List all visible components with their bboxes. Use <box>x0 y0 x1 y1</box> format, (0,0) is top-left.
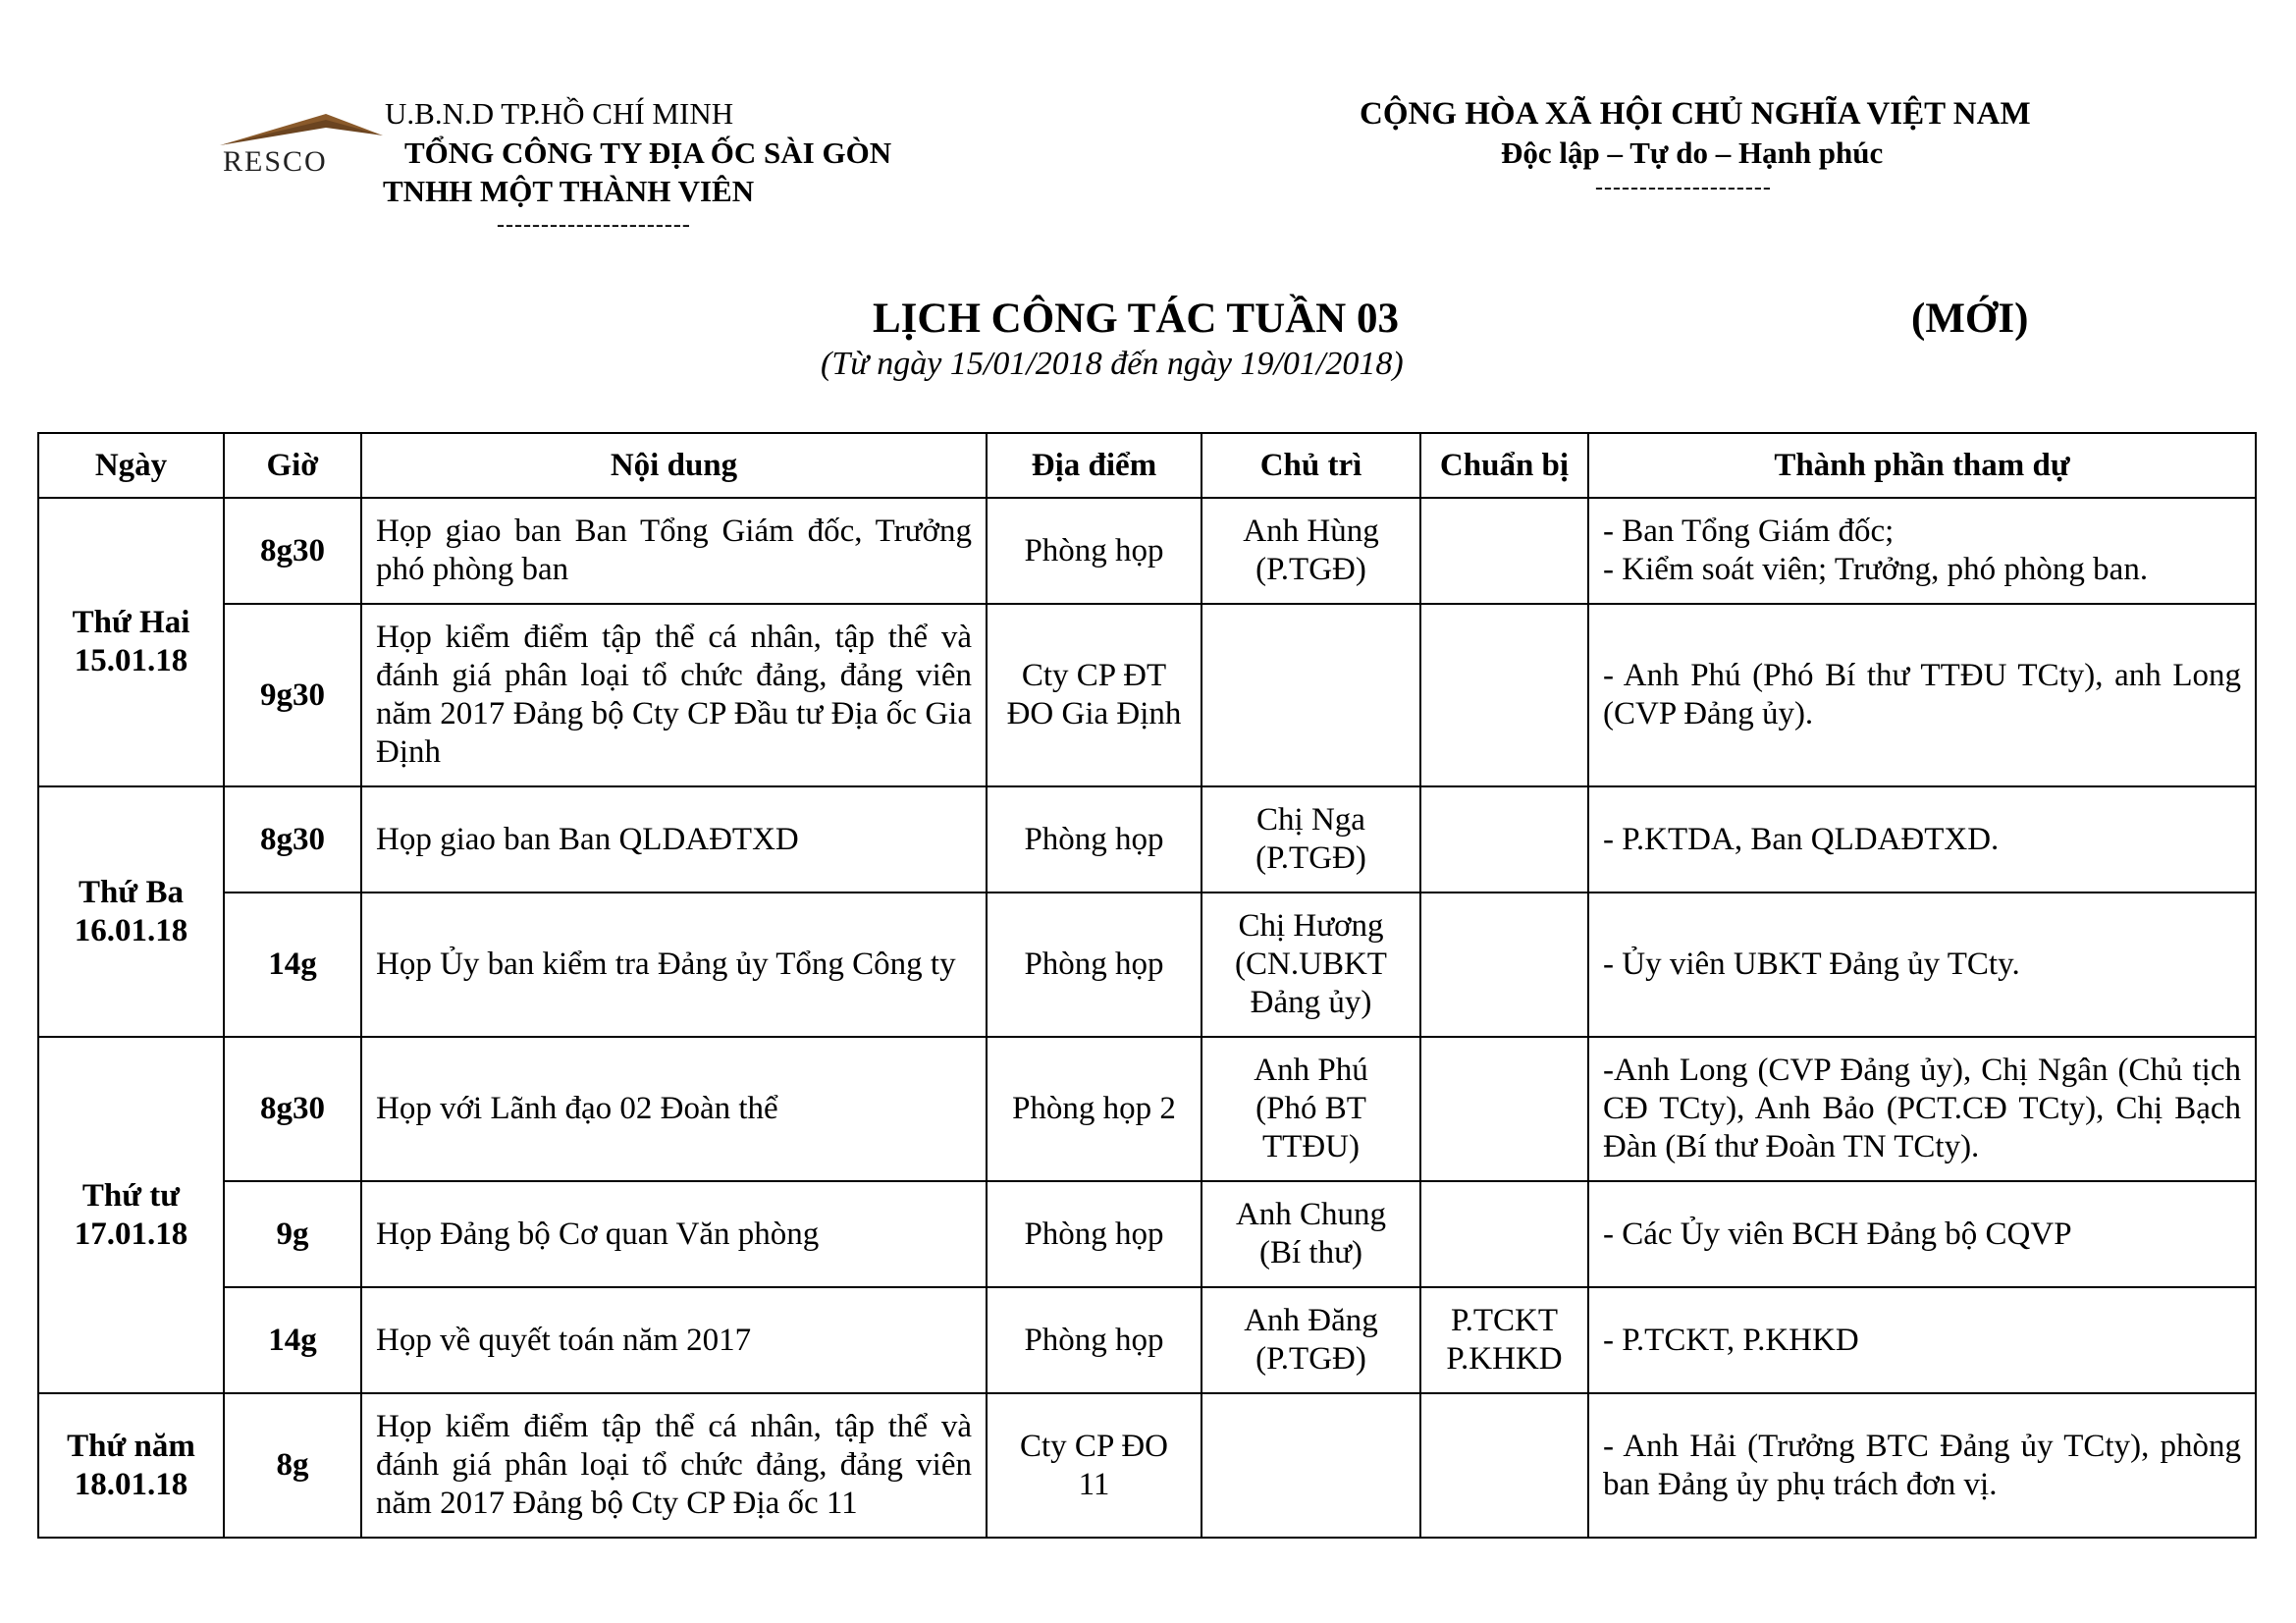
prep-cell <box>1420 1181 1588 1287</box>
table-row <box>38 893 2256 1037</box>
day-name: Thứ Ba <box>79 874 184 910</box>
prep-cell <box>1420 604 1588 786</box>
content-cell: Họp giao ban Ban QLDAĐTXD <box>361 786 987 893</box>
location-cell: Phòng họp <box>987 1287 1201 1393</box>
time-cell: 14g <box>224 1287 361 1393</box>
chair-line: Anh Đăng <box>1244 1303 1378 1338</box>
prep-cell <box>1420 498 1588 604</box>
col-header-content: Nội dung <box>361 433 987 498</box>
time-cell: 9g <box>224 1181 361 1287</box>
logo-text: RESCO <box>223 145 328 178</box>
right-divider: -------------------- <box>1595 175 1772 200</box>
org-line-3: TNHH MỘT THÀNH VIÊN <box>383 174 755 208</box>
content-cell: Họp giao ban Ban Tổng Giám đốc, Trưởng phó phòng ban <box>361 498 987 604</box>
prep-cell <box>1420 1037 1588 1181</box>
chair-cell <box>1201 1393 1420 1538</box>
day-name: Thứ tư <box>81 1177 181 1214</box>
chair-line: Chị Hương <box>1238 908 1384 944</box>
day-cell <box>38 1037 224 1393</box>
table-row <box>38 604 2256 786</box>
chair-line: (Bí thư) <box>1259 1235 1362 1271</box>
day-date: 17.01.18 <box>74 1216 188 1252</box>
location-cell: Phòng họp <box>987 786 1201 893</box>
content-cell: Họp kiểm điểm tập thể cá nhân, tập thể và đánh giá phân loại tổ chức đảng, đảng viên năm 2017 Đảng bộ Cty CP Địa ốc 11 <box>361 1393 987 1538</box>
content-cell: Họp Ủy ban kiểm tra Đảng ủy Tổng Công ty <box>361 893 987 1037</box>
col-header-day: Ngày <box>38 433 224 498</box>
content-cell: Họp về quyết toán năm 2017 <box>361 1287 987 1393</box>
table-row <box>38 786 2256 893</box>
page-title: LỊCH CÔNG TÁC TUẦN 03 <box>873 296 1399 342</box>
resco-logo <box>218 112 385 181</box>
location-cell: Cty CP ĐT ĐO Gia Định <box>987 604 1201 786</box>
chair-line: Đảng ủy) <box>1250 985 1372 1020</box>
chair-cell <box>1201 604 1420 786</box>
chair-line: (P.TGĐ) <box>1255 840 1366 876</box>
attendees-cell <box>1588 1037 2256 1181</box>
org-line-1: U.B.N.D TP.HỒ CHÍ MINH <box>385 96 734 131</box>
location-cell: Cty CP ĐO 11 <box>987 1393 1201 1538</box>
prep-cell <box>1420 786 1588 893</box>
day-date: 16.01.18 <box>74 912 188 948</box>
location-cell: Phòng họp 2 <box>987 1037 1201 1181</box>
time-cell: 9g30 <box>224 604 361 786</box>
chair-cell <box>1201 1037 1420 1181</box>
attendee-line: - P.KTDA, Ban QLDAĐTXD. <box>1603 821 2000 857</box>
left-divider: ---------------------- <box>497 212 691 238</box>
table-row <box>38 498 2256 604</box>
chair-cell <box>1201 893 1420 1037</box>
col-header-chair: Chủ trì <box>1201 433 1420 498</box>
attendees-cell <box>1588 786 2256 893</box>
day-date: 15.01.18 <box>74 643 188 678</box>
chair-line: Chị Nga <box>1256 802 1365 838</box>
content-cell: Họp với Lãnh đạo 02 Đoàn thể <box>361 1037 987 1181</box>
table-row <box>38 1287 2256 1393</box>
org-line-2: TỔNG CÔNG TY ĐỊA ỐC SÀI GÒN <box>404 135 892 170</box>
time-cell: 8g <box>224 1393 361 1538</box>
prep-cell <box>1420 1393 1588 1538</box>
col-header-time: Giờ <box>224 433 361 498</box>
time-cell: 8g30 <box>224 1037 361 1181</box>
attendee-line: - Ban Tổng Giám đốc; <box>1603 514 1895 549</box>
chair-line: (Phó BT <box>1255 1091 1366 1126</box>
attendees-cell <box>1588 498 2256 604</box>
chair-cell <box>1201 786 1420 893</box>
day-cell <box>38 786 224 1037</box>
attendees-cell <box>1588 1393 2256 1538</box>
chair-line: Anh Hùng <box>1243 514 1379 549</box>
chair-line: Anh Phú <box>1254 1053 1368 1088</box>
national-title: CỘNG HÒA XÃ HỘI CHỦ NGHĨA VIỆT NAM <box>1360 96 2031 132</box>
attendees-cell <box>1588 1181 2256 1287</box>
location-cell: Phòng họp <box>987 498 1201 604</box>
new-badge: (MỚI) <box>1911 296 2029 342</box>
day-name: Thứ Hai <box>72 605 190 640</box>
content-cell: Họp Đảng bộ Cơ quan Văn phòng <box>361 1181 987 1287</box>
col-header-attendees: Thành phần tham dự <box>1588 433 2256 498</box>
table-row <box>38 1181 2256 1287</box>
chair-cell <box>1201 1287 1420 1393</box>
attendee-line: - Anh Phú (Phó Bí thư TTĐU TCty), anh Long (CVP Đảng ủy). <box>1603 658 2241 731</box>
time-cell: 8g30 <box>224 498 361 604</box>
attendee-line: - Ủy viên UBKT Đảng ủy TCty. <box>1603 947 2020 982</box>
day-date: 18.01.18 <box>74 1466 188 1502</box>
col-header-location: Địa điểm <box>987 433 1201 498</box>
schedule-table <box>37 432 2257 1539</box>
attendees-cell <box>1588 893 2256 1037</box>
attendee-line: - P.TCKT, P.KHKD <box>1603 1322 1859 1358</box>
chair-line: (CN.UBKT <box>1235 947 1387 982</box>
attendee-line: -Anh Long (CVP Đảng ủy), Chị Ngân (Chủ tịch CĐ TCty), Anh Bảo (PCT.CĐ TCty), Chị Bạch Đàn (Bí thư Đoàn TN TCty). <box>1603 1053 2241 1164</box>
col-header-prep: Chuẩn bị <box>1420 433 1588 498</box>
location-cell: Phòng họp <box>987 893 1201 1037</box>
chair-line: TTĐU) <box>1262 1129 1360 1164</box>
chair-line: (P.TGĐ) <box>1255 552 1366 587</box>
attendee-line: - Các Ủy viên BCH Đảng bộ CQVP <box>1603 1216 2072 1252</box>
table-row <box>38 1037 2256 1181</box>
time-cell: 8g30 <box>224 786 361 893</box>
time-cell: 14g <box>224 893 361 1037</box>
day-name: Thứ năm <box>67 1428 195 1464</box>
day-cell <box>38 1393 224 1538</box>
location-cell: Phòng họp <box>987 1181 1201 1287</box>
chair-cell <box>1201 1181 1420 1287</box>
day-cell <box>38 498 224 786</box>
prep-cell <box>1420 893 1588 1037</box>
chair-line: Anh Chung <box>1235 1197 1387 1232</box>
chair-line: (P.TGĐ) <box>1255 1341 1366 1377</box>
chair-cell <box>1201 498 1420 604</box>
national-motto: Độc lập – Tự do – Hạnh phúc <box>1501 135 1884 170</box>
attendees-cell <box>1588 1287 2256 1393</box>
header-row <box>38 433 2256 498</box>
content-cell: Họp kiểm điểm tập thể cá nhân, tập thể và đánh giá phân loại tổ chức đảng, đảng viên năm 2017 Đảng bộ Cty CP Đầu tư Địa ốc Gia Định <box>361 604 987 786</box>
attendee-line: - Anh Hải (Trưởng BTC Đảng ủy TCty), phòng ban Đảng ủy phụ trách đơn vị. <box>1603 1428 2241 1502</box>
table-row <box>38 1393 2256 1538</box>
attendees-cell <box>1588 604 2256 786</box>
prep-cell: P.TCKT P.KHKD <box>1420 1287 1588 1393</box>
attendee-line: - Kiểm soát viên; Trưởng, phó phòng ban. <box>1603 552 2149 587</box>
date-range-subtitle: (Từ ngày 15/01/2018 đến ngày 19/01/2018) <box>821 346 1404 382</box>
